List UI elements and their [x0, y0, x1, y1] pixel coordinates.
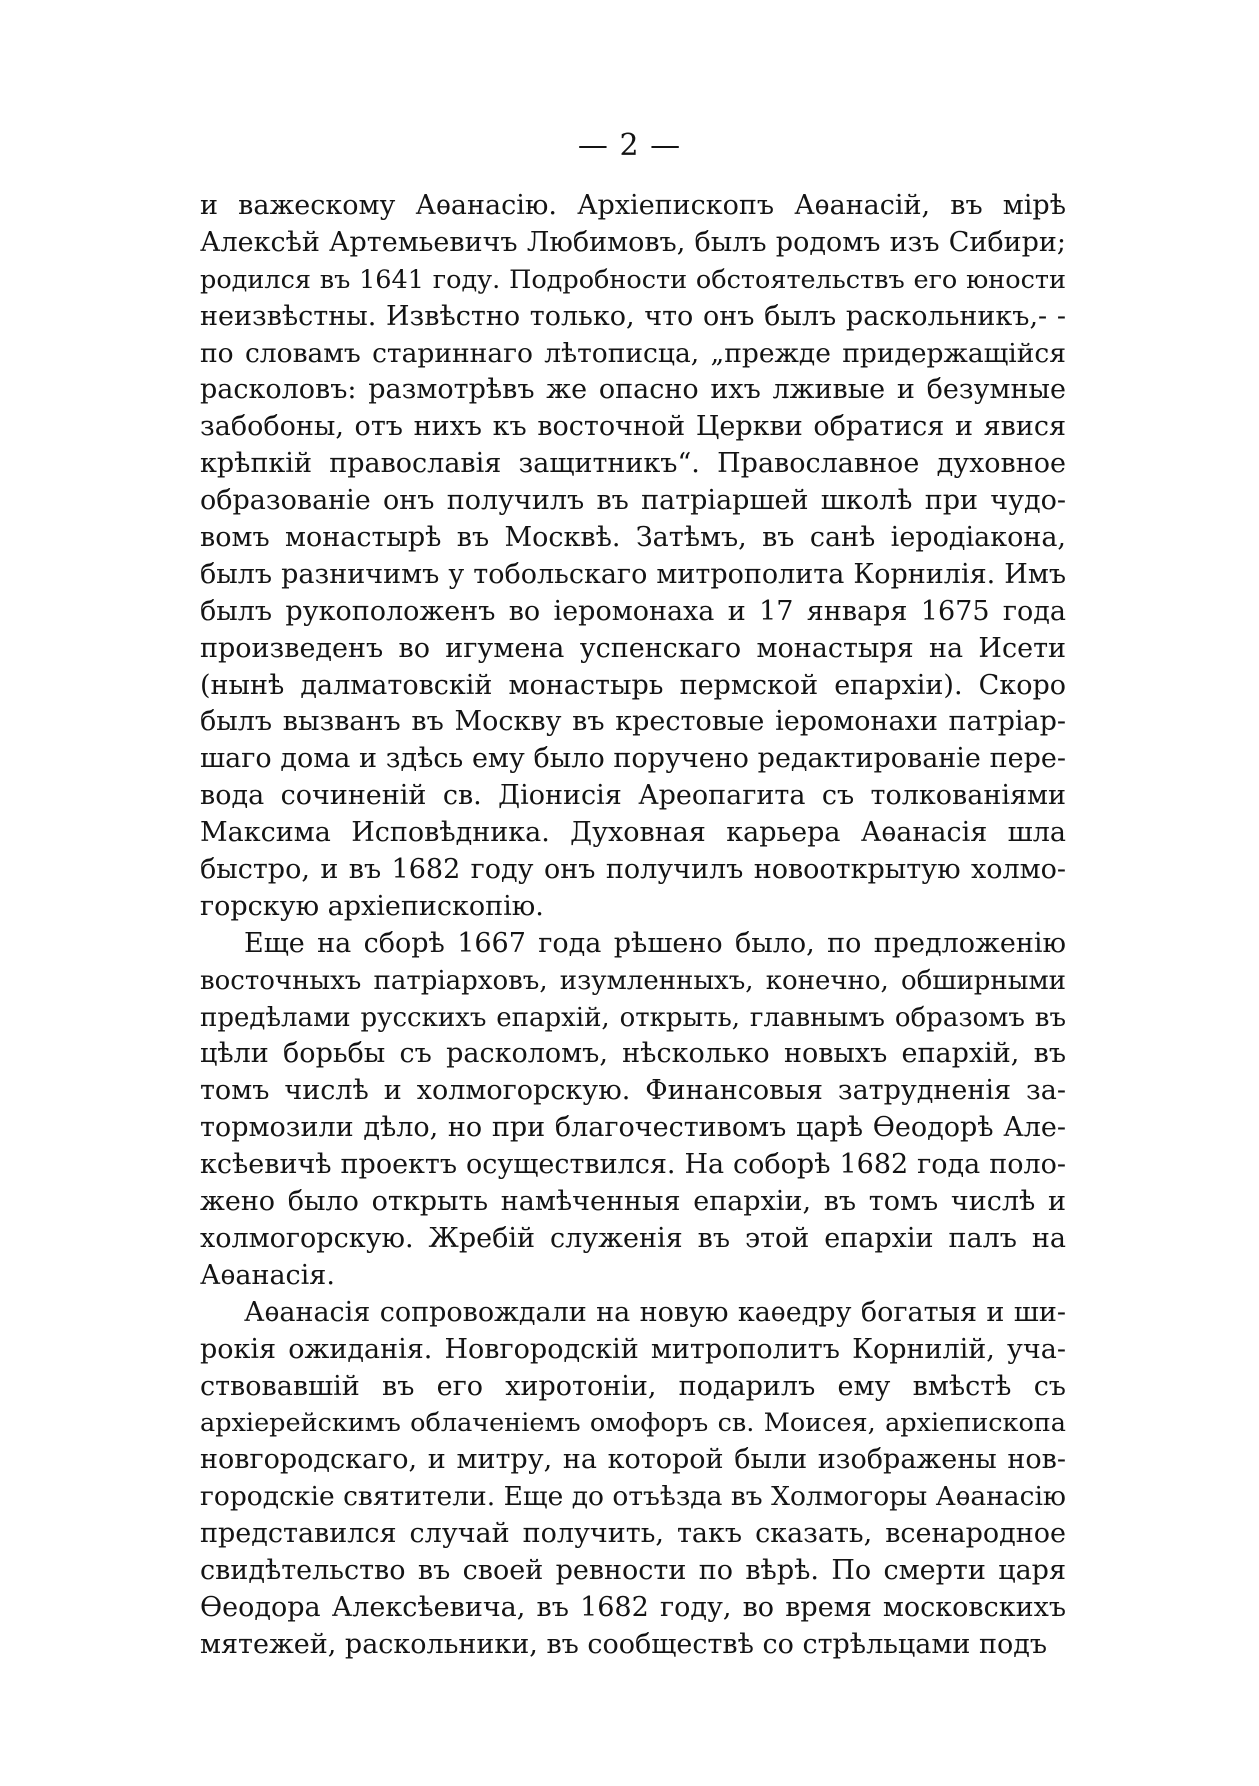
text-line: (нынѣ далматовскій монастырь пермской епархіи). Скоро	[200, 669, 1066, 701]
text-line: Еще на сборѣ 1667 года рѣшено было, по предложенію	[244, 927, 1066, 959]
text-line: свидѣтельство въ своей ревности по вѣрѣ. По смерти царя	[200, 1554, 1066, 1586]
text-line: быстро, и въ 1682 году онъ получилъ новооткрытую холмо-	[200, 854, 1066, 886]
text-line: вода сочиненій св. Діонисія Ареопагита съ толкованіями	[200, 780, 1066, 812]
text-line: Алексѣй Артемьевичъ Любимовъ, былъ родомъ изъ Сибири;	[200, 226, 1066, 258]
text-line: по словамъ стариннаго лѣтописца, „прежде придержащійся	[200, 337, 1066, 369]
text-line: произведенъ во игумена успенскаго монастыря на Исети	[200, 632, 1066, 664]
text-line: крѣпкій православія защитникъ“. Православное духовное	[200, 448, 1066, 480]
text-line: новгородскаго, и митру, на которой были изображены нов-	[200, 1444, 1066, 1476]
text-line: ксѣевичѣ проектъ осуществился. На соборѣ 1682 года поло-	[200, 1149, 1066, 1181]
page-number: — 2 —	[577, 128, 682, 163]
paragraph	[200, 188, 1066, 926]
text-line: цѣли борьбы съ расколомъ, нѣсколько новыхъ епархій, въ	[200, 1038, 1066, 1070]
text-line: былъ вызванъ въ Москву въ крестовые іеромонахи патріар-	[200, 706, 1066, 738]
text-line: былъ рукоположенъ во іеромонаха и 17 января 1675 года	[200, 595, 1066, 627]
text-line: Ѳеодора Алексѣевича, въ 1682 году, во время московскихъ	[200, 1591, 1066, 1623]
text-line: шаго дома и здѣсь ему было поручено редактированіе пере-	[200, 743, 1066, 775]
text-line: архіерейскимъ облаченіемъ омофоръ св. Моисея, архіепископа	[200, 1408, 1066, 1439]
text-line: холмогорскую. Жребій служенія въ этой епархіи палъ на	[200, 1222, 1066, 1254]
text-line: предѣлами русскихъ епархій, открыть, главнымъ образомъ въ	[200, 1002, 1066, 1033]
paragraph	[200, 926, 1066, 1295]
text-line: томъ числѣ и холмогорскую. Финансовыя затрудненія за-	[200, 1075, 1066, 1107]
text-line: неизвѣстны. Извѣстно только, что онъ былъ раскольникъ,- -	[200, 300, 1066, 332]
text-line: вомъ монастырѣ въ Москвѣ. Затѣмъ, въ санѣ іеродіакона,	[200, 522, 1066, 554]
text-line: тормозили дѣло, но при благочестивомъ царѣ Ѳеодорѣ Але-	[200, 1112, 1066, 1144]
text-line: ствовавшій въ его хиротоніи, подарилъ ему вмѣстѣ съ	[200, 1370, 1066, 1402]
text-line: мятежей, раскольники, въ сообществѣ со стрѣльцами подъ	[200, 1628, 1048, 1660]
text-line: представился случай получить, такъ сказать, всенародное	[200, 1518, 1066, 1550]
text-line: Аѳанасія сопровождали на новую каѳедру богатыя и ши-	[244, 1296, 1066, 1328]
text-line: восточныхъ патріарховъ, изумленныхъ, конечно, обширными	[200, 965, 1066, 996]
body-text	[200, 188, 1066, 1664]
text-line: былъ разничимъ у тобольскаго митрополита Корнилія. Имъ	[200, 558, 1066, 590]
text-line: родился въ 1641 году. Подробности обстоятельствъ его юности	[200, 264, 1066, 295]
text-line: горскую архіепископію.	[200, 890, 544, 922]
text-line: Максима Исповѣдника. Духовная карьера Аѳанасія шла	[200, 817, 1066, 849]
text-line: и важескому Аѳанасію. Архіепископъ Аѳанасій, въ мірѣ	[200, 190, 1066, 221]
text-line: Аѳанасія.	[200, 1259, 335, 1291]
paragraph	[200, 1295, 1066, 1664]
text-line: образованіе онъ получилъ въ патріаршей школѣ при чудо-	[200, 485, 1066, 517]
text-line: городскіе святители. Еще до отъѣзда въ Холмогоры Аѳанасію	[200, 1481, 1066, 1513]
text-line: жено было открыть намѣченныя епархіи, въ томъ числѣ и	[200, 1186, 1066, 1218]
text-line: расколовъ: размотрѣвъ же опасно ихъ лживые и безумные	[200, 374, 1066, 406]
text-line: забобоны, отъ нихъ къ восточной Церкви обратися и явися	[200, 411, 1066, 443]
text-line: рокія ожиданія. Новгородскій митрополитъ Корнилій, уча-	[200, 1333, 1066, 1365]
